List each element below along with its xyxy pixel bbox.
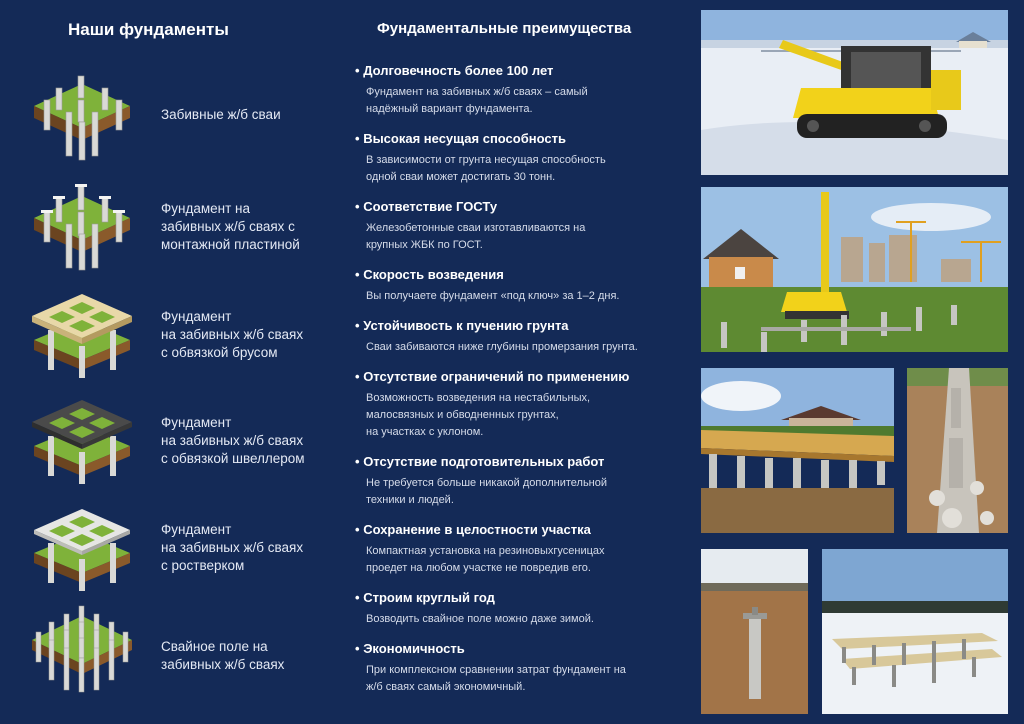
advantage-item bbox=[355, 317, 690, 356]
advantage-title: • Строим круглый год bbox=[355, 590, 495, 605]
advantage-text: Возводить свайное поле можно даже зимой. bbox=[366, 613, 594, 625]
advantage-item bbox=[355, 62, 690, 118]
bullet-icon: • bbox=[355, 369, 360, 384]
advantage-item bbox=[355, 266, 690, 305]
advantage-title: • Соответствие ГОСТу bbox=[355, 199, 498, 214]
piles-mounting-plate-icon bbox=[26, 182, 138, 272]
foundation-item-channel-frame bbox=[26, 396, 346, 492]
piles-only-icon bbox=[26, 72, 138, 162]
photo-pile-driving-summer bbox=[701, 187, 1008, 352]
advantage-text: При комплексном сравнении затрат фундамент на ж/б сваях самый экономичный. bbox=[366, 664, 626, 693]
advantage-item bbox=[355, 640, 690, 696]
advantage-text: В зависимости от грунта несущая способность одной сваи может достигать 30 тонн. bbox=[366, 154, 606, 183]
foundation-item-pile-field bbox=[26, 604, 346, 700]
advantage-item bbox=[355, 589, 690, 628]
advantage-title: • Сохранение в целостности участка bbox=[355, 522, 591, 537]
advantage-item bbox=[355, 453, 690, 509]
foundation-item-piles bbox=[26, 72, 346, 168]
foundation-item-mounting-plate bbox=[26, 182, 346, 278]
foundation-label: Фундамент на забивных ж/б сваях с монтажной пластиной bbox=[161, 201, 300, 252]
bullet-icon: • bbox=[355, 454, 360, 469]
advantage-title: • Экономичность bbox=[355, 641, 465, 656]
photo-timber-frame-on-piles bbox=[701, 368, 894, 533]
advantage-text: Возможность возведения на нестабильных, малосвязных и обводненных грунтах, на участках с уклоном. bbox=[366, 392, 591, 438]
pile-field-icon bbox=[26, 604, 138, 694]
bullet-icon: • bbox=[355, 63, 360, 78]
advantage-text: Сваи забиваются ниже глубины промерзания грунта. bbox=[366, 341, 638, 353]
advantage-item bbox=[355, 198, 690, 254]
advantage-title: • Долговечность более 100 лет bbox=[355, 63, 554, 78]
bullet-icon: • bbox=[355, 267, 360, 282]
advantages-heading: Фундаментальные преимущества bbox=[377, 20, 632, 37]
advantage-title: • Устойчивость к пучению грунта bbox=[355, 318, 569, 333]
advantage-title: • Отсутствие подготовительных работ bbox=[355, 454, 605, 469]
bullet-icon: • bbox=[355, 199, 360, 214]
advantage-item bbox=[355, 130, 690, 186]
foundation-label: Забивные ж/б сваи bbox=[161, 107, 281, 122]
bullet-icon: • bbox=[355, 131, 360, 146]
advantage-item bbox=[355, 368, 690, 441]
advantage-item bbox=[355, 521, 690, 577]
foundation-item-grillage bbox=[26, 503, 346, 599]
bullet-icon: • bbox=[355, 641, 360, 656]
foundation-label: Фундамент на забивных ж/б сваях с обвязкой швеллером bbox=[161, 415, 305, 466]
advantage-title: • Высокая несущая способность bbox=[355, 131, 566, 146]
foundation-label: Фундамент на забивных ж/б сваях с обвязкой брусом bbox=[161, 309, 304, 360]
bullet-icon: • bbox=[355, 522, 360, 537]
photo-winter-pile-field bbox=[822, 549, 1008, 714]
foundations-heading: Наши фундаменты bbox=[68, 20, 229, 39]
photo-pile-trench-closeup bbox=[907, 368, 1008, 533]
bullet-icon: • bbox=[355, 318, 360, 333]
advantage-text: Железобетонные сваи изготавливаются на крупных ЖБК по ГОСТ. bbox=[366, 222, 586, 251]
foundation-label: Свайное поле на забивных ж/б сваях bbox=[161, 639, 285, 672]
advantage-text: Не требуется больше никакой дополнительной техники и людей. bbox=[366, 477, 608, 506]
piles-channel-frame-icon bbox=[26, 396, 138, 486]
bullet-icon: • bbox=[355, 590, 360, 605]
advantage-text: Фундамент на забивных ж/б сваях – самый надёжный вариант фундамента. bbox=[366, 86, 588, 115]
foundation-label: Фундамент на забивных ж/б сваях с ростверком bbox=[161, 522, 304, 573]
photo-pile-driver-winter bbox=[701, 10, 1008, 175]
piles-timber-frame-icon bbox=[26, 290, 138, 380]
advantage-title: • Скорость возведения bbox=[355, 267, 504, 282]
piles-grillage-icon bbox=[26, 503, 138, 593]
advantage-text: Вы получаете фундамент «под ключ» за 1–2 дня. bbox=[366, 290, 620, 302]
foundation-item-timber-frame bbox=[26, 290, 346, 386]
advantage-text: Компактная установка на резиновыхгусеницах проедет на любом участке не повредив его. bbox=[366, 545, 605, 574]
advantage-title: • Отсутствие ограничений по применению bbox=[355, 369, 630, 384]
photo-single-pile-with-plate bbox=[701, 549, 808, 714]
